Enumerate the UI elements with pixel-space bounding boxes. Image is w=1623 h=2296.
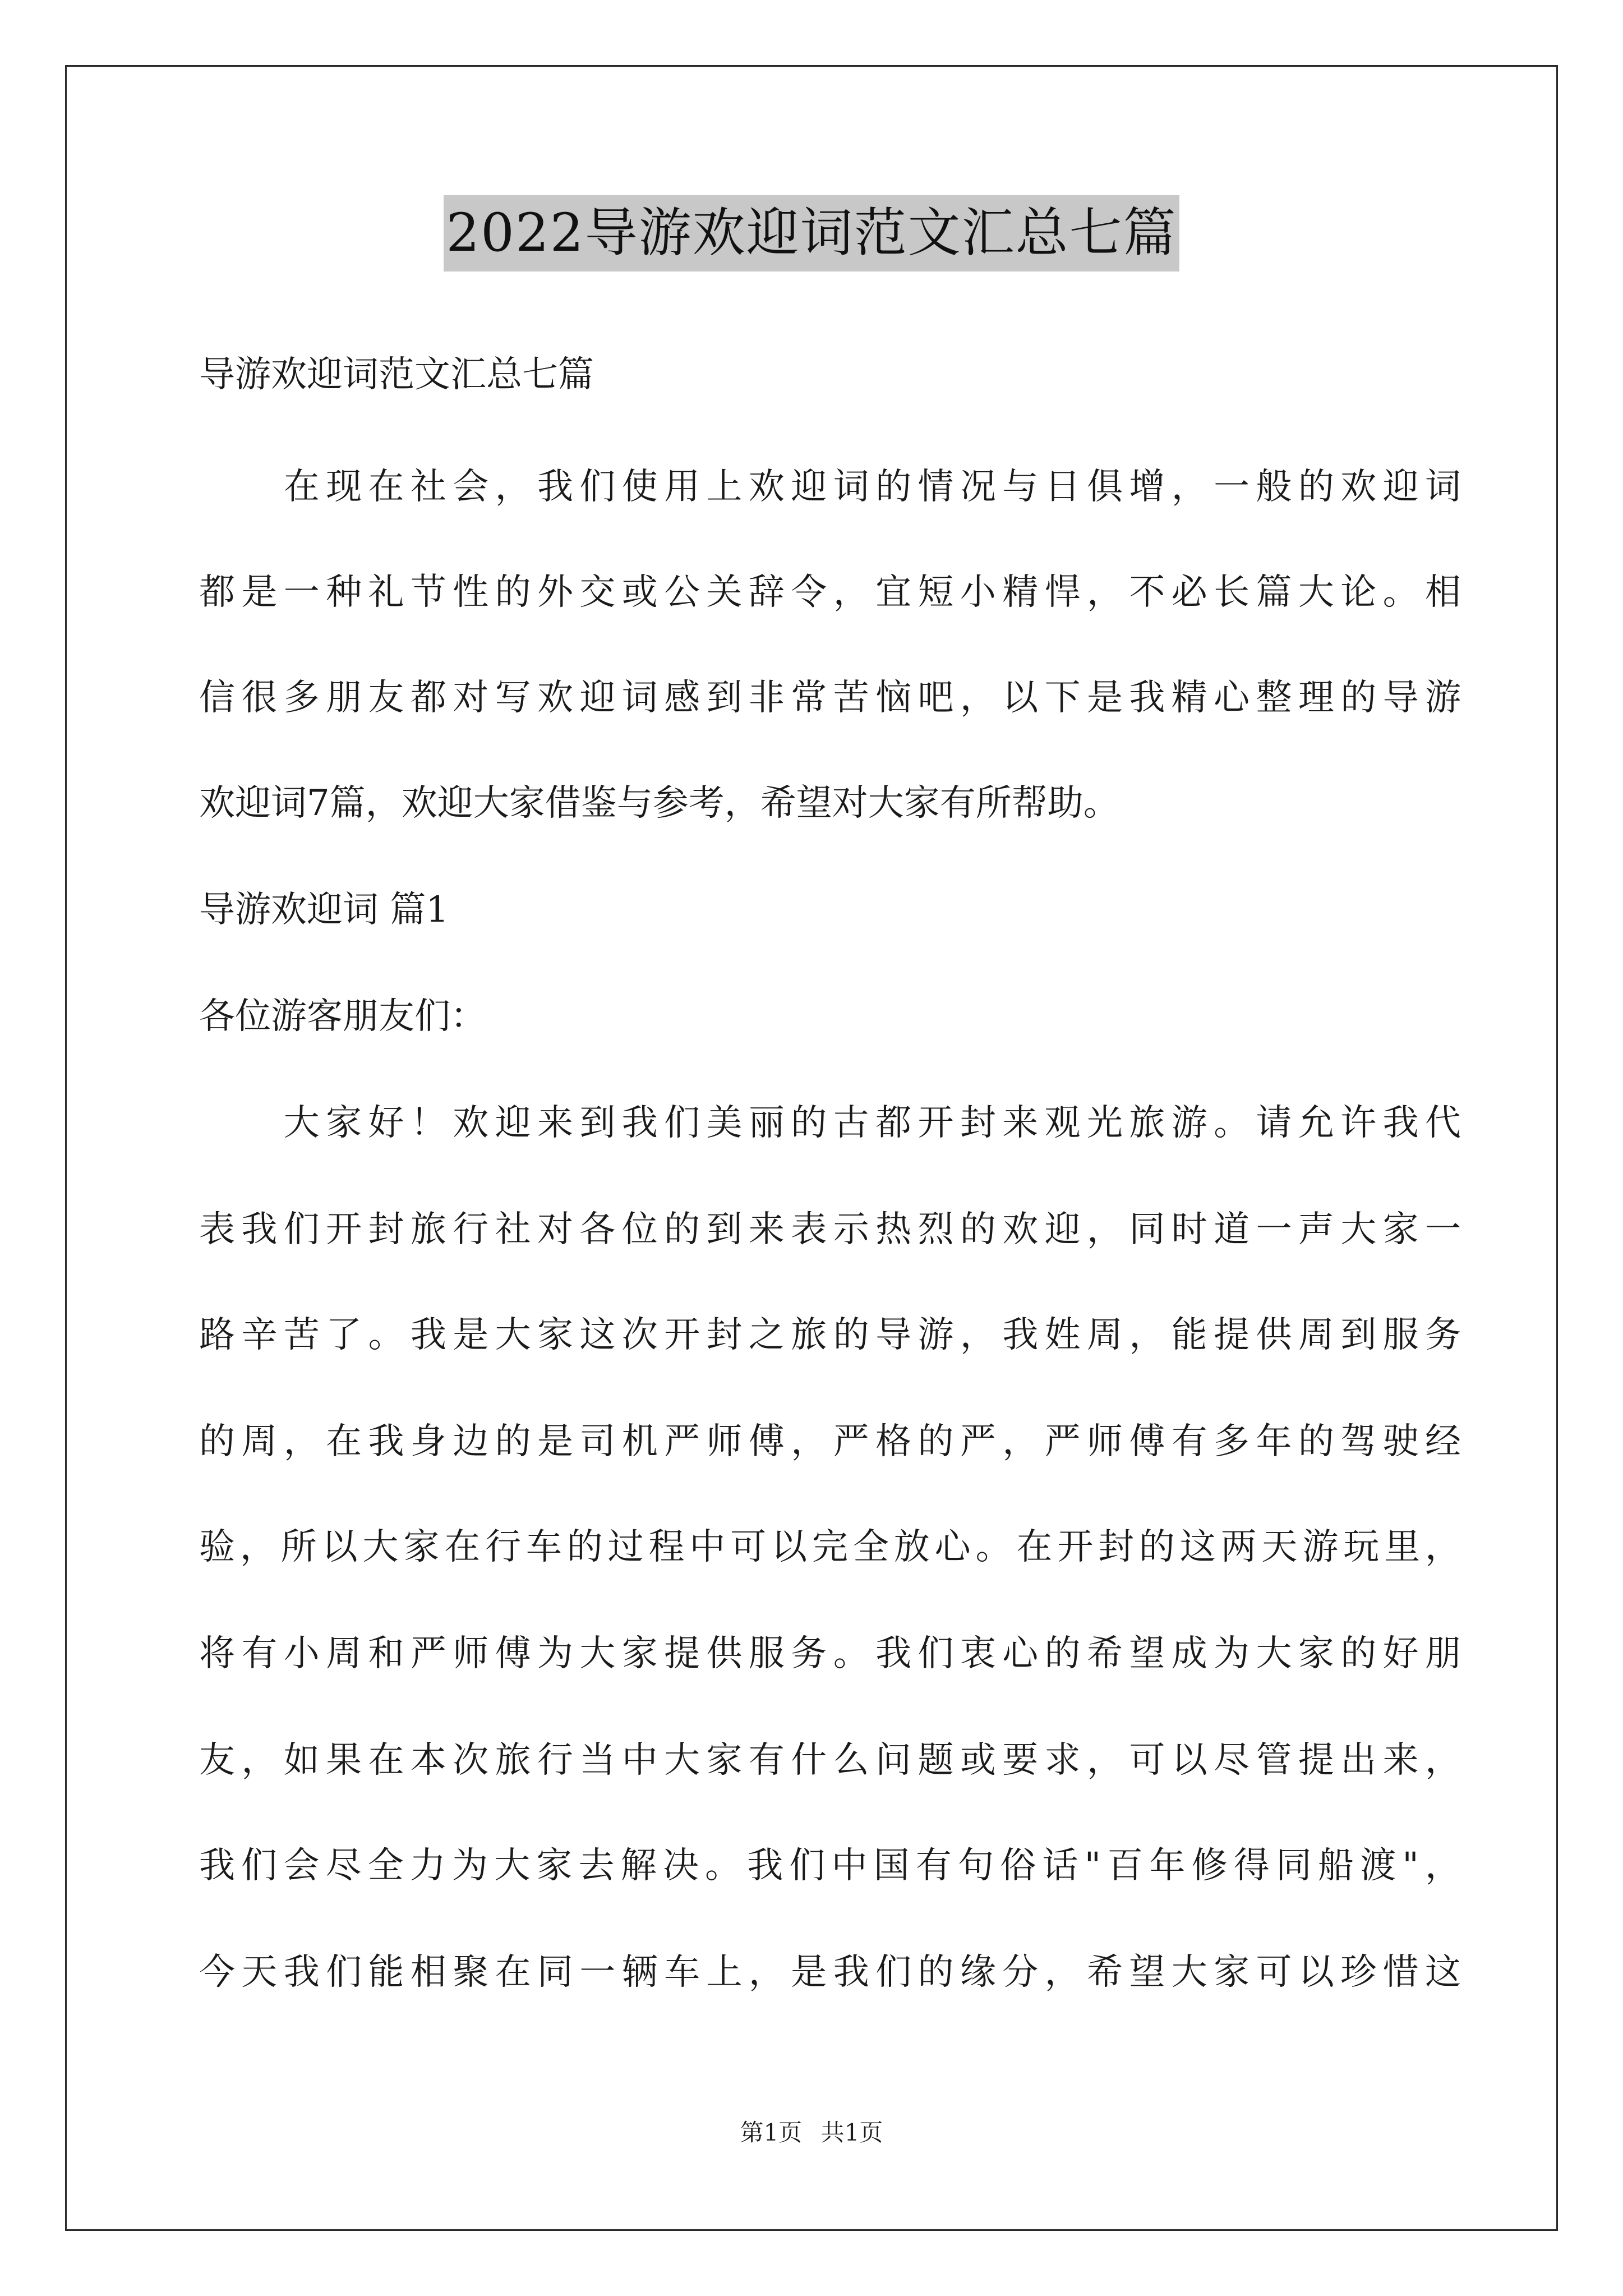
page-number: 第1页 xyxy=(740,2119,803,2146)
paragraph-line: 路辛苦了。我是大家这次开封之旅的导游，我姓周，能提供周到服务 xyxy=(199,1314,1461,1356)
page-total: 共1页 xyxy=(820,2119,883,2146)
paragraph-line: 都是一种礼节性的外交或公关辞令，宜短小精悍，不必长篇大论。相 xyxy=(199,572,1461,613)
paragraph-line: 表我们开封旅行社对各位的到来表示热烈的欢迎，同时道一声大家一 xyxy=(199,1209,1461,1250)
paragraph-line: 欢迎词7篇，欢迎大家借鉴与参考，希望对大家有所帮助。 xyxy=(199,783,1119,824)
document-title: 2022导游欢迎词范文汇总七篇 xyxy=(444,195,1179,272)
paragraph-line: 我们会尽全力为大家去解决。我们中国有句俗话"百年修得同船渡"， xyxy=(199,1845,1461,1887)
paragraph-line: 大家好！欢迎来到我们美丽的古都开封来观光旅游。请允许我代 xyxy=(199,1102,1461,1144)
subtitle-line: 导游欢迎词范文汇总七篇 xyxy=(199,354,594,395)
paragraph-line: 将有小周和严师傅为大家提供服务。我们衷心的希望成为大家的好朋 xyxy=(199,1633,1461,1674)
paragraph-line: 信很多朋友都对写欢迎词感到非常苦恼吧，以下是我精心整理的导游 xyxy=(199,677,1461,719)
paragraph-line: 今天我们能相聚在同一辆车上，是我们的缘分，希望大家可以珍惜这 xyxy=(199,1952,1461,1993)
title-container xyxy=(0,195,1623,272)
paragraph-line: 友，如果在本次旅行当中大家有什么问题或要求，可以尽管提出来， xyxy=(199,1740,1461,1781)
paragraph-line: 验，所以大家在行车的过程中可以完全放心。在开封的这两天游玩里， xyxy=(199,1526,1461,1568)
page-footer xyxy=(0,2117,1623,2148)
paragraph-line: 在现在社会，我们使用上欢迎词的情况与日俱增，一般的欢迎词 xyxy=(199,466,1461,508)
salutation-line: 各位游客朋友们： xyxy=(199,996,486,1037)
paragraph-line: 的周，在我身边的是司机严师傅，严格的严，严师傅有多年的驾驶经 xyxy=(199,1421,1461,1462)
section-heading: 导游欢迎词 篇1 xyxy=(199,889,449,931)
